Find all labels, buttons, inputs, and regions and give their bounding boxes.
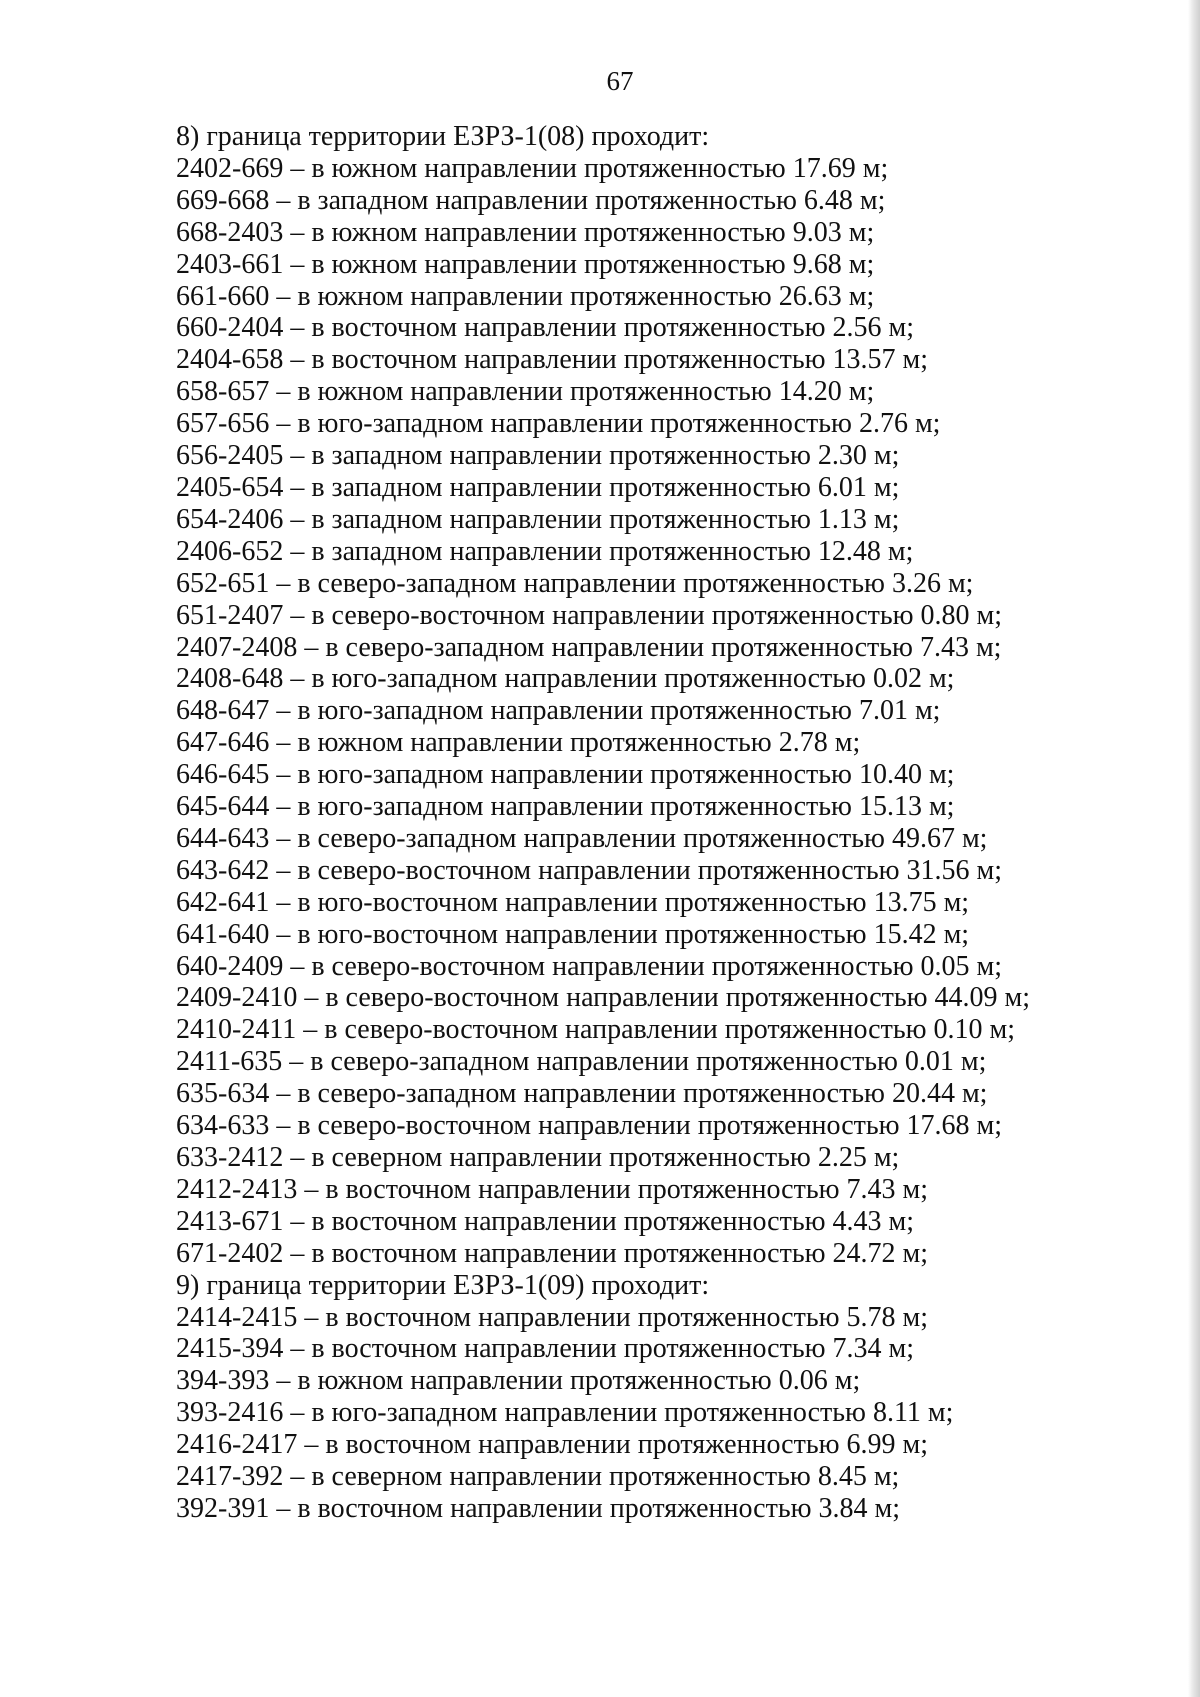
boundary-line: 2404-658 – в восточном направлении протяженностью 13.57 м; (176, 344, 929, 376)
boundary-line: 634-633 – в северо-восточном направлении протяженностью 17.68 м; (176, 1110, 1003, 1142)
page-number: 67 (606, 66, 634, 96)
boundary-line: 2417-392 – в северном направлении протяженностью 8.45 м; (176, 1461, 900, 1493)
boundary-line: 648-647 – в юго-западном направлении протяженностью 7.01 м; (176, 695, 941, 727)
boundary-line: 654-2406 – в западном направлении протяженностью 1.13 м; (176, 503, 900, 535)
boundary-line: 2410-2411 – в северо-восточном направлении протяженностью 0.10 м; (176, 1014, 1016, 1046)
boundary-line: 651-2407 – в северо-восточном направлении протяженностью 0.80 м; (176, 599, 1003, 631)
boundary-line: 657-656 – в юго-западном направлении протяженностью 2.76 м; (176, 408, 941, 440)
boundary-line: 2414-2415 – в восточном направлении протяженностью 5.78 м; (176, 1301, 929, 1333)
boundary-line: 2405-654 – в западном направлении протяженностью 6.01 м; (176, 471, 900, 503)
boundary-line: 2402-669 – в южном направлении протяженностью 17.69 м; (176, 152, 889, 184)
boundary-line: 669-668 – в западном направлении протяженностью 6.48 м; (176, 184, 886, 216)
boundary-line: 658-657 – в южном направлении протяженностью 14.20 м; (176, 376, 875, 408)
boundary-line: 2407-2408 – в северо-западном направлении протяженностью 7.43 м; (176, 631, 1002, 663)
boundary-line: 2403-661 – в южном направлении протяженностью 9.68 м; (176, 248, 875, 280)
scan-edge-shadow (1188, 0, 1200, 1697)
boundary-line: 646-645 – в юго-западном направлении протяженностью 10.40 м; (176, 759, 955, 791)
boundary-line: 640-2409 – в северо-восточном направлении протяженностью 0.05 м; (176, 950, 1003, 982)
section-heading: 8) граница территории ЕЗРЗ-1(08) проходит: (176, 121, 710, 152)
boundary-line: 2413-671 – в восточном направлении протяженностью 4.43 м; (176, 1205, 915, 1237)
boundary-line: 2409-2410 – в северо-восточном направлении протяженностью 44.09 м; (176, 982, 1031, 1014)
boundary-line: 635-634 – в северо-западном направлении протяженностью 20.44 м; (176, 1078, 988, 1110)
boundary-line: 656-2405 – в западном направлении протяженностью 2.30 м; (176, 440, 900, 472)
boundary-line: 633-2412 – в северном направлении протяженностью 2.25 м; (176, 1142, 900, 1173)
boundary-line: 661-660 – в южном направлении протяженностью 26.63 м; (176, 280, 875, 312)
boundary-line: 641-640 – в юго-восточном направлении протяженностью 15.42 м; (176, 918, 970, 950)
boundary-line: 2411-635 – в северо-западном направлении протяженностью 0.01 м; (176, 1046, 987, 1078)
boundary-line: 2406-652 – в западном направлении протяженностью 12.48 м; (176, 535, 914, 567)
boundary-line: 393-2416 – в юго-западном направлении протяженностью 8.11 м; (176, 1397, 954, 1429)
boundary-line: 2408-648 – в юго-западном направлении протяженностью 0.02 м; (176, 663, 955, 695)
boundary-line: 660-2404 – в восточном направлении протяженностью 2.56 м; (176, 312, 915, 344)
document-body (176, 121, 1106, 1525)
boundary-line: 394-393 – в южном направлении протяженностью 0.06 м; (176, 1365, 861, 1397)
boundary-line: 668-2403 – в южном направлении протяженностью 9.03 м; (176, 216, 875, 248)
boundary-line: 652-651 – в северо-западном направлении протяженностью 3.26 м; (176, 567, 974, 599)
boundary-line: 642-641 – в юго-восточном направлении протяженностью 13.75 м; (176, 886, 970, 918)
boundary-line: 671-2402 – в восточном направлении протяженностью 24.72 м; (176, 1237, 929, 1269)
boundary-line: 2412-2413 – в восточном направлении протяженностью 7.43 м; (176, 1173, 929, 1205)
section-heading: 9) граница территории ЕЗРЗ-1(09) проходит: (176, 1269, 710, 1301)
boundary-line: 645-644 – в юго-западном направлении протяженностью 15.13 м; (176, 791, 955, 823)
boundary-line: 647-646 – в южном направлении протяженностью 2.78 м; (176, 727, 861, 759)
boundary-line: 2416-2417 – в восточном направлении протяженностью 6.99 м; (176, 1429, 929, 1461)
boundary-line: 2415-394 – в восточном направлении протяженностью 7.34 м; (176, 1333, 915, 1365)
boundary-line: 392-391 – в восточном направлении протяженностью 3.84 м; (176, 1492, 901, 1524)
boundary-line: 644-643 – в северо-западном направлении протяженностью 49.67 м; (176, 822, 988, 854)
boundary-line: 643-642 – в северо-восточном направлении протяженностью 31.56 м; (176, 854, 1003, 886)
